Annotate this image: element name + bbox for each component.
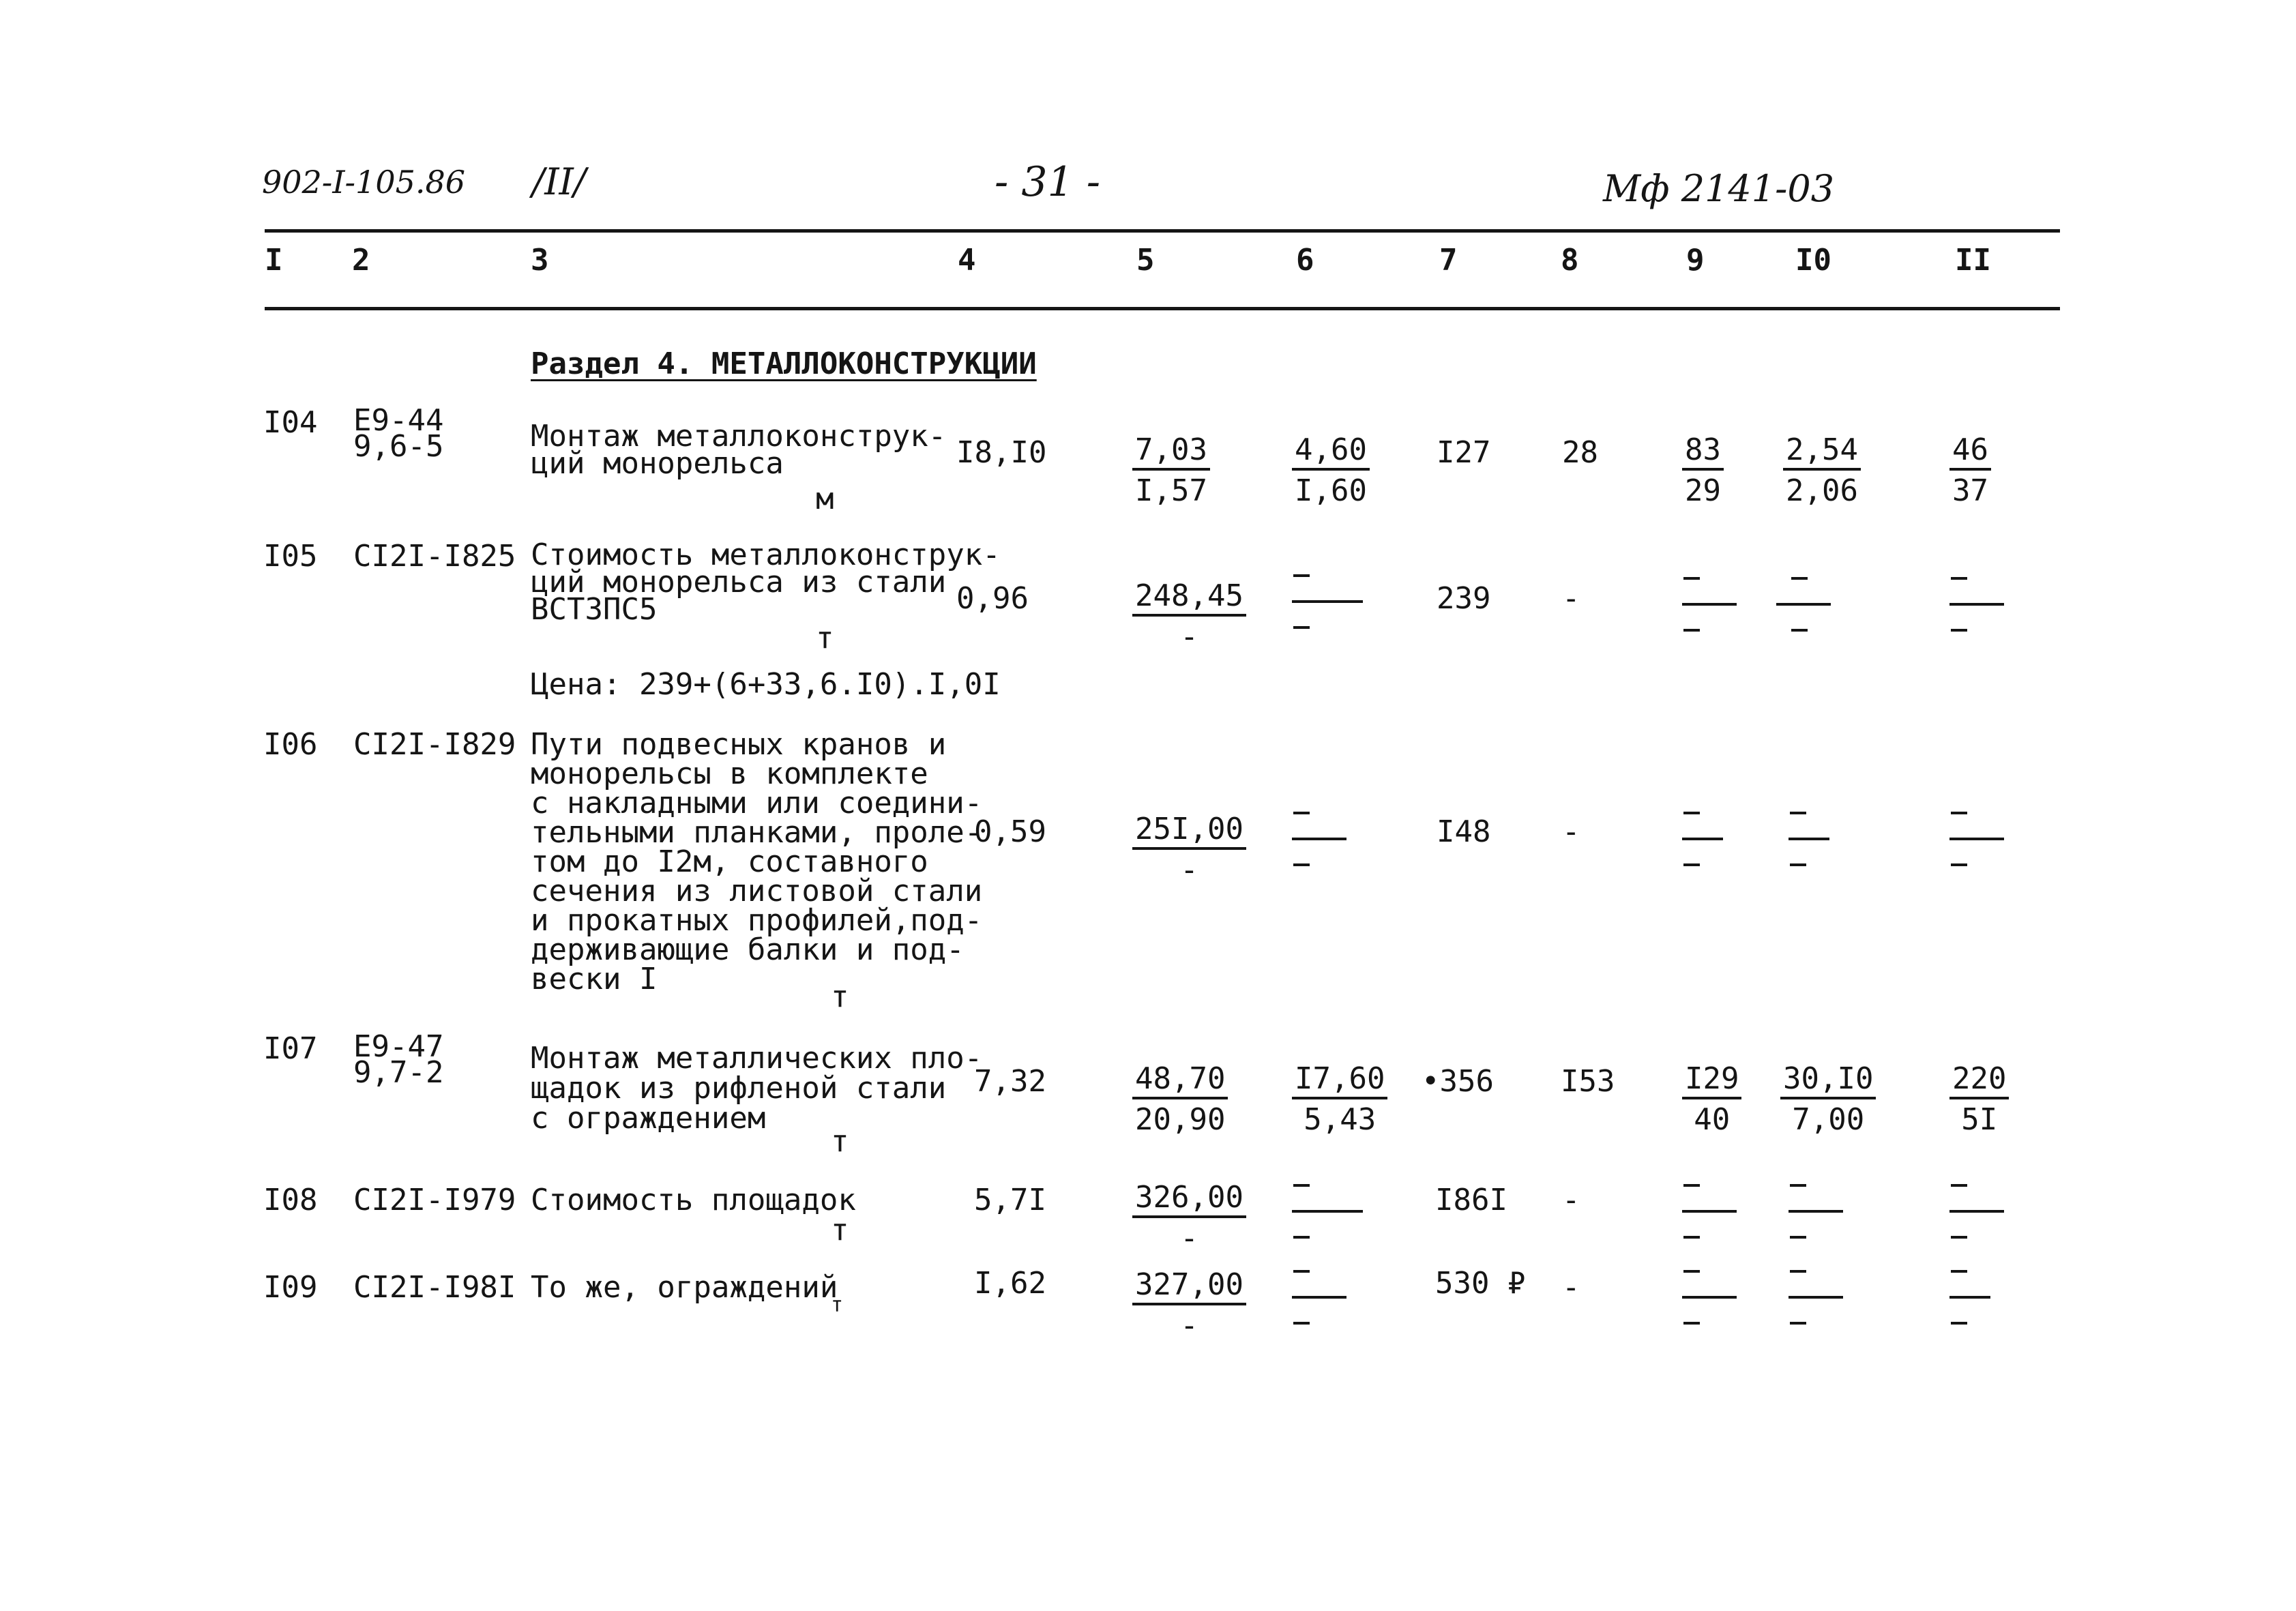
norm-code: CI2I-I825 xyxy=(353,539,516,574)
cell-col9: $\frac{83}{29}$ xyxy=(1682,434,1724,512)
cell-col9 xyxy=(1682,1280,1737,1325)
unit: т xyxy=(831,1213,849,1247)
cell-col11: $\frac{46}{37}$ xyxy=(1949,434,1991,512)
col-7: 7 xyxy=(1439,243,1458,278)
cell-col6 xyxy=(1292,584,1363,629)
work-description: Монтаж металлоконструк- ций монорельса xyxy=(531,419,947,481)
cell-col9 xyxy=(1682,1194,1737,1239)
col-10: I0 xyxy=(1795,243,1831,278)
cell-col8: - xyxy=(1562,581,1580,616)
cell-col10 xyxy=(1789,821,1829,866)
cell-col7: 239 xyxy=(1437,581,1491,616)
cell-col5: $\frac{48,70}{20,90}$ xyxy=(1132,1063,1228,1140)
cell-col5: 327,00 - xyxy=(1132,1269,1246,1346)
album-number: /II/ xyxy=(532,160,587,203)
cell-col10: $\frac{2,54}{2,06}$ xyxy=(1783,434,1861,512)
col-8: 8 xyxy=(1561,243,1579,278)
cell-col11: $\frac{220}{5I}$ xyxy=(1949,1063,2009,1140)
norm-code: Е9-44 9,6-5 xyxy=(353,403,444,464)
page-number: - 31 - xyxy=(995,158,1101,206)
cell-col10 xyxy=(1789,1280,1843,1325)
price-note: Цена: 239+(6+33,6.I0).I,0I xyxy=(531,667,1001,702)
col-5: 5 xyxy=(1136,243,1155,278)
cell-col5: 25I,00 - xyxy=(1132,813,1246,891)
row-number: I09 xyxy=(263,1270,318,1305)
col-9: 9 xyxy=(1686,243,1705,278)
cell-col6 xyxy=(1292,1194,1363,1239)
unit: т xyxy=(816,621,834,655)
cell-col7: 530 ₽ xyxy=(1435,1266,1526,1301)
row-number: I08 xyxy=(263,1183,318,1217)
row-number: I05 xyxy=(263,539,318,574)
unit: т xyxy=(831,979,849,1014)
cell-col8: - xyxy=(1562,814,1580,849)
cell-col8: I53 xyxy=(1561,1064,1615,1099)
quantity: I,62 xyxy=(974,1266,1046,1301)
quantity: I8,I0 xyxy=(956,435,1047,470)
unit: м xyxy=(816,482,834,516)
norm-code: CI2I-I98I xyxy=(353,1270,516,1305)
cell-col10: $\frac{30,I0}{7,00}$ xyxy=(1780,1063,1876,1140)
norm-code: CI2I-I979 xyxy=(353,1183,516,1217)
cell-col9 xyxy=(1682,821,1723,866)
unit: т xyxy=(831,1124,849,1159)
norm-code: CI2I-I829 xyxy=(353,727,516,762)
cell-col9: $\frac{I29}{40}$ xyxy=(1682,1063,1741,1140)
work-description: Стоимость металлоконструк- ций монорельса из стали ВСТ3ПС5 xyxy=(531,537,1001,627)
header-bottom-rule xyxy=(265,307,2060,310)
cell-col6 xyxy=(1292,1280,1346,1325)
cell-col6 xyxy=(1292,821,1346,866)
quantity: 0,59 xyxy=(974,814,1046,849)
quantity: 0,96 xyxy=(956,581,1029,616)
quantity: 5,7I xyxy=(974,1183,1046,1217)
cell-col6: $\frac{4,60}{I,60}$ xyxy=(1292,434,1370,512)
cell-col11 xyxy=(1949,1280,1990,1325)
cell-col8: - xyxy=(1562,1270,1580,1305)
header-top-rule xyxy=(265,229,2060,233)
cell-col5: $\frac{7,03}{I,57}$ xyxy=(1132,434,1210,512)
cell-col7: I86I xyxy=(1435,1183,1507,1217)
section-title: Раздел 4. МЕТАЛЛОКОНСТРУКЦИИ xyxy=(531,346,1037,381)
col-3: 3 xyxy=(531,243,549,278)
cell-col7: •356 xyxy=(1422,1064,1494,1099)
col-11: II xyxy=(1955,243,1991,278)
cell-col10 xyxy=(1776,587,1831,632)
col-1: I xyxy=(265,243,283,278)
row-number: I04 xyxy=(263,405,318,440)
cell-col8: - xyxy=(1562,1183,1580,1217)
norm-code: Е9-47 9,7-2 xyxy=(353,1029,444,1090)
quantity: 7,32 xyxy=(974,1064,1046,1099)
doc-code: 902-I-105.86 xyxy=(262,164,466,201)
cell-col10 xyxy=(1789,1194,1843,1239)
cell-col11 xyxy=(1949,821,2004,866)
cell-col5: 326,00 - xyxy=(1132,1181,1246,1259)
cell-col9 xyxy=(1682,587,1737,632)
work-description: Пути подвесных кранов и монорельсы в комплекте с накладными или соедини- тельными планками, проле- том до I2м, составного сечения из листовой стали и прокатных профилей,под- держивающие балки и под- вески I xyxy=(531,727,983,996)
work-description: Монтаж металлических пло- щадок из рифленой стали с ограждением xyxy=(531,1041,983,1136)
row-number: I06 xyxy=(263,727,318,762)
cell-col11 xyxy=(1949,1194,2004,1239)
cell-col5: 248,45 - xyxy=(1132,580,1246,657)
cell-col7: I27 xyxy=(1437,435,1491,470)
work-description: Стоимость площадок xyxy=(531,1183,856,1217)
cell-col7: I48 xyxy=(1437,814,1491,849)
row-number: I07 xyxy=(263,1031,318,1066)
archive-code: Мф 2141-03 xyxy=(1603,167,1835,210)
cell-col6: $\frac{I7,60}{5,43}$ xyxy=(1292,1063,1387,1140)
col-4: 4 xyxy=(958,243,976,278)
unit: т xyxy=(831,1293,844,1317)
cell-col11 xyxy=(1949,587,2004,632)
work-description: То же, ограждений xyxy=(531,1270,838,1305)
cell-col8: 28 xyxy=(1562,435,1598,470)
col-6: 6 xyxy=(1296,243,1314,278)
col-2: 2 xyxy=(352,243,370,278)
